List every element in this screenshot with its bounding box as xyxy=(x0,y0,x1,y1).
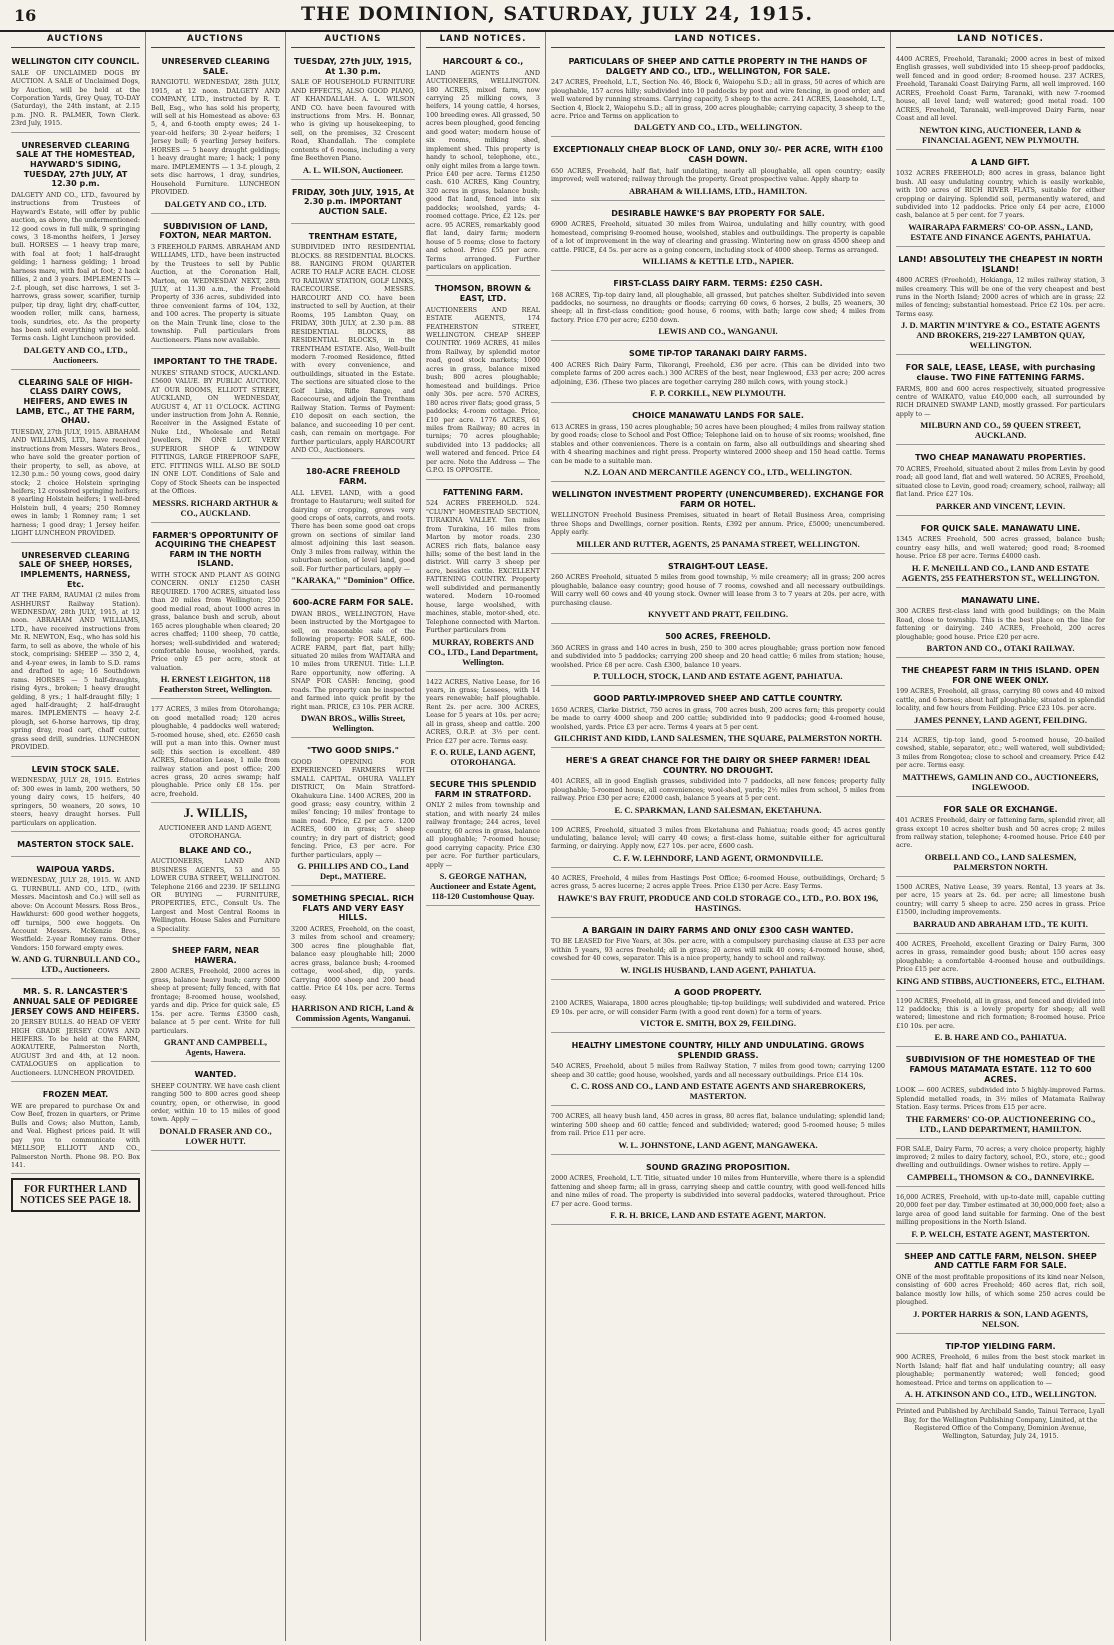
ad-heading: WAIPOUA YARDS. xyxy=(36,864,115,874)
advertisement xyxy=(426,775,540,906)
ad-body-text: NUKES' STRAND STOCK, AUCKLAND. £5600 VALUE. BY PUBLIC AUCTION, AT OUR ROOMS, ELLIOTT STREET, AUCKLAND, ON WEDNESDAY, AUGUST 4, AT 11 O'CLOCK. ACTING under instruction from John A. Rennie, Receiver in the Assigned Estate of Nuke Ltd., Wholesale and Retail Jewellers, IN ONE LOT. VERY SUPERIOR SHOP & WINDOW FITTINGS, LARGE FIREPROOF SAFE, ETC. FITTINGS WILL ALSO BE SOLD IN ONE LOT. Conditions of Sale and Copy of Stock Sheets can be inspected at the Offices. xyxy=(151,368,280,496)
advertisement xyxy=(426,483,540,672)
advertiser-name: DALGETY AND CO., LTD., WELLINGTON. xyxy=(634,122,802,133)
advertisement xyxy=(896,800,1105,877)
advertisement xyxy=(896,591,1105,658)
ad-heading: 180-ACRE FREEHOLD FARM. xyxy=(305,467,401,487)
advertisement xyxy=(551,406,885,482)
advertisement xyxy=(551,921,885,980)
ad-heading: A GOOD PROPERTY. xyxy=(674,987,762,997)
ad-body-text: AUCTIONEERS AND REAL ESTATE AGENTS, 174 FEATHERSTON STREET, WELLINGTON. CHEAP SHEEP COUNTRY. 1969 ACRES, 41 miles from Railway, by splendid motor road, good stock markets; 1000 acres in grass, balance mixed bush; 800 acres ploughable; homestead and buildings. Price only 30s. per acre. 570 ACRES, 180 acres river flats; good grass, 5 paddocks; 4-room cottage. Price, £10 per acre. 1776 ACRES, 61 miles from Railway; 80 acres in turnips; 70 acres ploughable; subdivided into 13 paddocks; all well watered and fenced. Price £4 per acre. Note the Address — The G.P.O. IS OPPOSITE. xyxy=(426,305,540,475)
ad-body-text: 20 JERSEY BULLS. 40 HEAD OF VERY HIGH GRADE JERSEY COWS AND HEIFERS. To be held at the FARM, AOKAUTERE, Palmerston North, AUGUST 3rd and 4th, at 12 noon. CATALOGUES on application to Auctioneers. LUNCHEON PROVIDED. xyxy=(11,1018,140,1077)
advertiser-name: WILLIAMS & KETTLE LTD., NAPIER. xyxy=(642,255,794,266)
advertiser-name: H. F. McNEILL AND CO., LAND AND ESTATE AGENTS, 255 FEATHERSTON ST., WELLINGTON. xyxy=(901,562,1100,583)
advertisement xyxy=(151,1065,280,1151)
ad-heading: HERE'S A GREAT CHANCE FOR THE DAIRY OR SHEEP FARMER! IDEAL COUNTRY. NO DROUGHT. xyxy=(565,756,871,775)
ad-heading: SECURE THIS SPLENDID FARM IN STRATFORD. xyxy=(429,780,537,799)
advertisement xyxy=(551,983,885,1034)
advertiser-name: JAMES PENNEY, LAND AGENT, FEILDING. xyxy=(913,714,1088,725)
ad-heading: MASTERTON STOCK SALE. xyxy=(17,840,134,850)
advertiser-name: WAIRARAPA FARMERS' CO-OP. ASSN., LAND, ESTATE AND FINANCE AGENTS, PAHIATUA. xyxy=(908,221,1093,242)
section-heading: AUCTIONS xyxy=(291,32,415,48)
ad-body-text: 1032 ACRES FREEHOLD; 800 acres in grass, balance light bush. All easy undulating country, which is easily workable, with 100 acres of RICH RIVER FLATS, suitable for either cropping or dairying. Splendid soil, permanently watered, and subdivided into 12 paddocks. Price only £4 per acre, £1000 cash, balance at 5 per cent. for 7 years. xyxy=(896,169,1105,220)
ad-heading: FOR QUICK SALE. MANAWATU LINE. xyxy=(920,523,1081,533)
advertiser-name: F. R. H. BRICE, LAND AND ESTATE AGENT, MARTON. xyxy=(610,1210,826,1221)
advertiser-name: DALGETY AND CO., LTD., Auctioneers. xyxy=(23,344,128,365)
ad-heading: FOR SALE, LEASE, LEASE, with purchasing clause. TWO FINE FATTENING FARMS. xyxy=(905,363,1096,382)
advertisement xyxy=(896,661,1105,730)
advertisement xyxy=(551,344,885,403)
see-page-notice: FOR FURTHER LAND NOTICES SEE PAGE 18. xyxy=(11,1178,140,1212)
advertisement xyxy=(11,546,140,757)
ad-heading: TRENTHAM ESTATE, xyxy=(308,231,398,241)
ad-heading: THOMSON, BROWN & EAST, LTD. xyxy=(434,284,532,304)
advertisement xyxy=(551,557,885,624)
ad-heading: STRAIGHT-OUT LEASE. xyxy=(668,561,768,571)
ad-heading: A BARGAIN IN DAIRY FARMS AND ONLY £300 CASH WANTED. xyxy=(582,925,854,935)
advertisement xyxy=(551,751,885,820)
ad-heading: FATTENING FARM. xyxy=(442,487,524,497)
ad-heading: CLEARING SALE OF HIGH-CLASS DAIRY COWS, HEIFERS, AND EWES IN LAMB, ETC., AT THE FARM, OHAU. xyxy=(16,377,135,426)
advertisement xyxy=(896,519,1105,588)
section-heading: LAND NOTICES. xyxy=(896,32,1105,48)
advertisement xyxy=(11,860,140,980)
ad-body-text: 6900 ACRES, Freehold, situated 30 miles from Wairoa, undulating and hilly country, with good homestead, comprising 9-roomed house, woolshed, stables and outbuildings. The property is capable of a lot of improvement in the way of clearing and grassing. Wintering now on grass 4500 sheep and cattle. PRICE, £4 5s. per acre as a going concern, including stock of 4000 sheep. Terms as arranged. xyxy=(551,220,885,254)
advertisement xyxy=(551,627,885,686)
advertisement xyxy=(896,1190,1105,1244)
advertisement xyxy=(551,52,885,137)
ad-body-text: 1500 ACRES, Native Lease, 39 years. Rental, 13 years at 3s. per acre, 15 years at 2s. 6d. per acre; all limestone bush country; will carry 5 sheep to acre. 250 acres in grass. Price £1500, including improvements. xyxy=(896,882,1105,917)
ad-body-text: 1345 ACRES Freehold, 500 acres grassed, balance bush; country easy hills, and well watered; good road; 8-roomed house. Price £8 per acre. Terms £4000 cash. xyxy=(896,535,1105,561)
ad-heading: SUBDIVISION OF THE HOMESTEAD OF THE FAMOUS MATAMATA ESTATE. 112 TO 600 ACRES. xyxy=(905,1055,1096,1084)
ad-heading: PARTICULARS OF SHEEP AND CATTLE PROPERTY IN THE HANDS OF DALGETY AND CO., LTD., WELLINGTON, FOR SALE. xyxy=(568,57,868,76)
ad-heading: MR. S. R. LANCASTER'S ANNUAL SALE OF PEDIGREE JERSEY COWS AND HEIFERS. xyxy=(11,987,140,1016)
ad-heading: FOR SALE OR EXCHANGE. xyxy=(943,804,1058,814)
advertiser-name: HAWKE'S BAY FRUIT, PRODUCE AND COLD STORAGE CO., LTD., P.O. BOX 196, HASTINGS. xyxy=(557,892,879,913)
ad-body-text: WEDNESDAY, JULY 28, 1915. Entries of: 300 ewes in lamb, 200 wethers, 50 young dairy cows, 15 heifers, 40 springers, 50 weaners, 20 sows, 10 steers, heavy draught horses. Full particulars on application. xyxy=(11,776,140,827)
advertisement xyxy=(896,448,1105,515)
ad-body-text: 214 ACRES, tip-top land, good 5-roomed house, 20-bailed cowshed, stable, separator, etc.; well watered, well subdivided; 3 miles from Rongotea; close to school and creamery. Price £42 per acre. Terms easy. xyxy=(896,735,1105,770)
agent-subtitle: AUCTIONEER AND LAND AGENT, OTOROHANGA. xyxy=(159,823,272,841)
ad-body-text: 177 ACRES, 3 miles from Otorohanga; on good metalled road; 120 acres ploughable, 4 paddocks well watered; 5-roomed house, shed, etc. £2650 cash will put a man into this. Owner must sell; this section is excellent. 489 ACRES, Education Lease, 1 mile from railway station and post office; 200 acres grass, 20 acres swamp; half ploughable. Price only £8 15s. per acre, freehold. xyxy=(151,705,280,798)
ad-body-text: ONLY 2 miles from township and station, and with nearly 24 miles railway frontage; 244 acres, level country, 60 acres in grass, balance all ploughable; 7-roomed house; good carrying capacity. Price £30 per acre. For further particulars, apply — xyxy=(426,801,540,869)
ad-heading: TIP-TOP YIELDING FARM. xyxy=(945,1341,1056,1351)
ad-heading: TWO CHEAP MANAWATU PROPERTIES. xyxy=(915,453,1086,463)
ad-heading: SHEEP AND CATTLE FARM, NELSON. SHEEP AND CATTLE FARM FOR SALE. xyxy=(904,1251,1097,1271)
advertisement xyxy=(551,1036,885,1106)
advertisement xyxy=(896,1142,1105,1187)
advertisement xyxy=(11,1085,140,1174)
ad-body-text: 613 ACRES in grass, 150 acres ploughable; 50 acres have been ploughed; 4 miles from railway station by good roads; close to School and Post Office; Telephone laid on to house of six rooms; woolshed, fine stables and other conveniences. There is a contain on farm, also all outbuildings and shearing shed with 4 shearing machines and right press. Property wintered 2000 sheep and 150 head cattle. Terms can be made to a suitable man. xyxy=(551,422,885,465)
ad-body-text: 650 ACRES, Freehold, half flat, half undulating, nearly all ploughable, all open country; easily improved; well watered; railway through the property. Great prospective value. Apply sharp to xyxy=(551,166,885,184)
advertiser-name: E. C. SPARKMAN, LAND SALESMAN, EKETAHUNA. xyxy=(614,804,822,815)
advertisement xyxy=(896,1050,1105,1138)
advertiser-name: BARTON AND CO., OTAKI RAILWAY. xyxy=(926,643,1075,654)
ad-heading: FRIDAY, 30th JULY, 1915, At 2.30 p.m. IMPORTANT AUCTION SALE. xyxy=(291,187,415,216)
advertiser-name: THE FARMERS' CO-OP. AUCTIONEERING CO., LTD., LAND DEPARTMENT, HAMILTON. xyxy=(905,1113,1096,1134)
ad-body-text: 199 ACRES, Freehold, all grass, carrying 80 cows and 40 mixed cattle, and 6 horses; about half ploughable; situated in splendid locality, and few hours from Feilding. Price £23 10s. per acre. xyxy=(896,687,1105,713)
advertiser-name: A. L. WILSON, Auctioneer. xyxy=(302,164,404,175)
ad-heading: HEALTHY LIMESTONE COUNTRY, HILLY AND UNDULATING. GROWS SPLENDID GRASS. xyxy=(571,1041,865,1060)
advertisement xyxy=(896,1247,1105,1334)
ad-body-text: 168 ACRES, Tip-top dairy land, all ploughable, all grassed, but patches shelter. Subdivided into seven paddocks, no sourness, no draughts or floods; carrying 60 cows, 6 horses, 2 bulls, 25 weaners, 30 sheep; all in first-class condition; good house, 6 rooms, with bath; large cow shed; 4 miles from factory. Price £70 per acre; £250 down. xyxy=(551,290,885,324)
advertisement xyxy=(551,274,885,341)
advertisement xyxy=(896,1337,1105,1404)
ad-body-text: SALE OF UNCLAIMED DOGS BY AUCTION. A SALE of Unclaimed Dogs, by Auction, will be held at the Corporation Yards, Grey Quay, TO-DAY (Saturday), the 24th instant, at 2.15 p.m. JNO. R. PALMER, Town Clerk. 23rd July, 1915. xyxy=(11,68,140,128)
section-heading: AUCTIONS xyxy=(11,32,140,48)
column-5 xyxy=(546,32,891,1641)
ad-body-text: SALE OF HOUSEHOLD FURNITURE AND EFFECTS, ALSO GOOD PIANO, AT KHANDALLAH. A. L. WILSON AND CO. have been favoured with instructions from Mrs. H. Bonnar, who is giving up housekeeping, to sell, on the premises, 32 Crescent Road, Khandallah. The complete contents of 6 rooms, including a very fine Beethoven Piano. xyxy=(291,78,415,163)
advertiser-name: ORBELL AND CO., LAND SALESMEN, PALMERSTON NORTH. xyxy=(924,851,1077,872)
ad-heading: THE CHEAPEST FARM IN THIS ISLAND. OPEN FOR ONE WEEK ONLY. xyxy=(901,666,1100,685)
column-3 xyxy=(286,32,421,1641)
ad-heading: SUBDIVISION OF LAND, FOXTON, NEAR MARTON. xyxy=(159,221,272,241)
ad-body-text: 401 ACRES, all in good English grasses, subdivided into 7 paddocks, all new fences; property fully ploughable; 5-roomed house, all conveniences; wool-shed, yards; 2½ miles from school, 5 miles from railway. Price £30 per acre; £2000 cash, balance 5 years at 5 per cent. xyxy=(551,777,885,803)
advertiser-name: DONALD FRASER AND CO., LOWER HUTT. xyxy=(159,1125,272,1146)
advertiser-name: DALGETY AND CO., LTD. xyxy=(164,198,267,209)
ad-heading: LAND! ABSOLUTELY THE CHEAPEST IN NORTH ISLAND! xyxy=(898,254,1103,274)
ad-body-text: WITH STOCK AND PLANT AS GOING CONCERN. ONLY £1250 CASH REQUIRED. 1700 ACRES, situated less than 20 miles from Wellington; 250 good medial road, about 1000 acres in grass, balance bush and scrub, about 165 acres ploughable when cleared; 20 acres chaffed; 1100 sheep, 70 cattle, horses; well-subdivided and watered; comfortable house, woolshed, yards. Price only £5 per acre, stock at valuation. xyxy=(151,570,280,672)
advertisement xyxy=(291,52,415,180)
ad-heading: TUESDAY, 27th JULY, 1915, At 1.30 p.m. xyxy=(294,57,412,76)
advertiser-name: GRANT AND CAMPBELL, Agents, Hawera. xyxy=(163,1037,268,1058)
ad-heading: DESIRABLE HAWKE'S BAY PROPERTY FOR SALE. xyxy=(611,208,825,218)
ad-heading: 500 ACRES, FREEHOLD. xyxy=(665,632,771,642)
column-1 xyxy=(6,32,146,1641)
ad-body-text: ALL LEVEL LAND, with a good frontage to Hautaruru; well suited for dairying or cropping, grows very good crops of oats, carrots, and roots. There has been some good oat crops grown on sections of similar land almost adjoining this last season. Only 3 miles from railway, within the suburban section, of level land, good soil. For further particulars, apply — xyxy=(291,488,415,573)
advertiser-name: F. P. WELCH, ESTATE AGENT, MASTERTON. xyxy=(911,1228,1090,1239)
ad-body-text: WE are prepared to purchase Ox and Cow Beef, frozen in quarters, or Prime Bulls and Cows; also Mutton, Lamb, and Veal. Highest prices paid. It will pay you to communicate with MELLSOP, ELLIOTT AND CO., Palmerston North. Phone 98. P.O. Box 141. xyxy=(11,1101,140,1170)
advertisement xyxy=(896,52,1105,150)
newspaper-title: THE DOMINION, SATURDAY, JULY 24, 1915. xyxy=(301,3,813,25)
advertiser-name: N.Z. LOAN AND MERCANTILE AGENCY CO., LTD., WELLINGTON. xyxy=(584,467,852,478)
advertiser-name: C. F. W. LEHNDORF, LAND AGENT, ORMONDVILLE. xyxy=(612,852,824,863)
advertisement xyxy=(291,227,415,460)
ad-body-text: FARMS, 800 and 600 acres respectively, situated progressive centre of WAIKATO, value £40,000 each, all surrounded by RICH DRAINED SWAMP LAND, mostly grassed. For particulars apply to — xyxy=(896,384,1105,418)
advertisement xyxy=(426,52,540,276)
advertiser-name: C. C. ROSS AND CO., LAND AND ESTATE AGENTS AND SHAREBROKERS, MASTERTON. xyxy=(570,1081,866,1102)
advertiser-name: VICTOR E. SMITH, BOX 29, FEILDING. xyxy=(640,1018,796,1029)
ad-heading: CHOICE MANAWATU LANDS FOR SALE. xyxy=(632,411,804,421)
ad-body-text: 300 ACRES first-class land with good buildings; on the Main Road, close to township. This is the best place on the line for fattening or dairying. 240 ACRES, Freehold, 200 acres ploughable; good house. Price £20 per acre. xyxy=(896,607,1105,641)
advertiser-name: MESSRS. RICHARD ARTHUR & CO., AUCKLAND. xyxy=(152,497,279,518)
advertisement xyxy=(426,675,540,773)
advertiser-name: MILBURN AND CO., 59 QUEEN STREET, AUCKLAND. xyxy=(920,420,1081,441)
ad-heading: 600-ACRE FARM FOR SALE. xyxy=(292,598,414,608)
ad-body-text: AUCTIONEERS, LAND AND BUSINESS AGENTS, 53 and 55 LOWER CUBA STREET, WELLINGTON. Telephone 2166 and 2239. IF SELLING OR BUYING — FURNITURE, PROPERTIES, ETC., Consult Us. The Largest and Most Central Rooms in Wellington. House Sales and Furniture a Speciality. xyxy=(151,857,281,933)
ad-body-text: 700 ACRES, all heavy bush land, 450 acres in grass, 80 acres flat, balance undulating; splendid land; wintering 500 sheep and 60 cattle; fenced and subdivided; watered; good 5-roomed house; 5 miles from rail. Price £11 per acre. xyxy=(551,1112,885,1138)
advertisement xyxy=(896,358,1105,445)
ad-body-text: LOOK — 600 ACRES, subdivided into 5 highly-improved Farms. Splendid metalled roads, in 3½ miles of Matamata Railway Station. Easy terms. Prices from £15 per acre. xyxy=(896,1086,1105,1112)
ad-heading: MANAWATU LINE. xyxy=(961,595,1040,605)
advertiser-name: "KARAKA," "Dominion" Office. xyxy=(291,575,415,586)
ad-body-text: TUESDAY, 27th JULY, 1915. ABRAHAM AND WILLIAMS, LTD., have received instructions from Messrs. Waters Bros., who have sold the greater portion of their property, to sell, as above, at 12.30 p.m.: 50 young cows, good dairy stock; 2 choice Holstein springing heifers; 12 crossbred springing heifers; 8 yearling Holstein heifers; 1 well-bred Holstein bull, 4 years; 250 Romney ewes in lamb; 1 Romney ram; 1 set harness; 1 good dray; 1 Jersey heifer. LIGHT LUNCHEON PROVIDED. xyxy=(11,427,140,538)
ad-heading: SOME TIP-TOP TARANAKI DAIRY FARMS. xyxy=(629,349,807,359)
advertisement xyxy=(291,183,415,224)
section-heading: LAND NOTICES. xyxy=(426,32,540,48)
advertisement xyxy=(11,835,140,857)
advertiser-name: KNYVETT AND PRATT, FEILDING. xyxy=(647,609,789,620)
advertiser-name: H. ERNEST LEIGHTON, 118 Featherston Street, Wellington. xyxy=(158,674,272,695)
ad-body-text: 1650 ACRES, Clarke District, 750 acres in grass, 700 acres bush, 200 acres fern; this property could be made to carry 4000 sheep and 200 cattle; subdivided into 9 paddocks; good 4-roomed house, woolshed, yards. Price £3 per acre. Terms 4 years at 5 per cent. xyxy=(551,705,885,731)
ad-heading: WANTED. xyxy=(194,1070,237,1080)
advertisement xyxy=(151,941,280,1062)
ad-heading: FROZEN MEAT. xyxy=(42,1090,109,1100)
ad-heading: IMPORTANT TO THE TRADE. xyxy=(153,357,278,367)
section-heading: LAND NOTICES. xyxy=(551,32,885,48)
ad-heading: WELLINGTON CITY COUNCIL. xyxy=(11,57,140,66)
ad-body-text: 3 FREEHOLD FARMS. ABRAHAM AND WILLIAMS, LTD., have been instructed by the Trustees to sell by Public Auction, at the Coronation Hall, Marton, on WEDNESDAY NEXT, 28th JULY, at 11.30 a.m., the Freehold Property of 336 acres, subdivided into three convenient farms of 104, 132, and 100 acres. The property is situate on the Main Trunk line, close to the township. Full particulars from Auctioneers. Plans now available. xyxy=(151,242,280,344)
advertisement xyxy=(896,937,1105,991)
advertiser-name: LEWIS AND CO., WANGANUI. xyxy=(658,326,778,337)
advertiser-name: MURRAY, ROBERTS AND CO., LTD., Land Department, Wellington. xyxy=(428,636,538,667)
advertiser-name: J. PORTER HARRIS & SON, LAND AGENTS, NELSON. xyxy=(913,1308,1088,1329)
advertiser-name: W. AND G. TURNBULL AND CO., LTD., Auctioneers. xyxy=(11,954,140,975)
agent-name-large: J. WILLIS, xyxy=(183,805,248,821)
ad-body-text: WELLINGTON Freehold Business Premises, situated in heart of Retail Business Area, comprising three Shops and Dwellings, corner position. Rents, £392 per annum. Price, £5000; unencumbered. Apply early. xyxy=(551,511,885,537)
ad-body-text: 247 ACRES, Freehold, L.T., Section No. 46, Block 6, Waiopehu S.D.; all in grass, 50 acres of which are ploughable, 157 acres hilly; subdivided into 10 paddocks by post and wire fencing, in good order, and well watered by running streams. Carrying capacity, 5 sheep to the acre. 241 ACRES, Leasehold, L.T., Section 4, Block 2, Waiopehu S.D.; all in grass, 200 acres ploughable; carrying capacity, 3 sheep to the acre. Price and Terms on application to xyxy=(551,78,885,120)
advertisement xyxy=(551,871,885,918)
ad-heading: FIRST-CLASS DAIRY FARM. TERMS: £250 CASH. xyxy=(613,278,823,288)
advertiser-name: MATTHEWS, GAMLIN AND CO., AUCTIONEERS, INGLEWOOD. xyxy=(902,771,1099,792)
advertiser-name: MILLER AND RUTTER, AGENTS, 25 PANAMA STREET, WELLINGTON. xyxy=(576,538,860,549)
advertiser-name: F. O. RULE, LAND AGENT, OTOROHANGA. xyxy=(430,747,536,768)
advertisement xyxy=(896,250,1105,355)
advertiser-name: BARRAUD AND ABRAHAM LTD., TE KUITI. xyxy=(913,918,1088,929)
ad-body-text: 3200 ACRES, Freehold, on the coast, 3 miles from school and creamery; 300 acres fine ploughable flat, balance easy ploughable hill; 2000 acres grass, balance bush; 4-roomed cottage, wool-shed, dip, yards. Carrying 4000 sheep and 200 head cattle. Price £4 10s. per acre. Terms easy. xyxy=(291,924,415,1001)
ad-body-text: 4800 ACRES (Freehold), Hokianga, 12 miles railway station, 3 miles creamery. This will be one of the very cheapest and best runs in the North Island; 2000 acres of which are in grass; 22 miles of fencing; substantial homestead. Price £2 10s. per acre. Terms easy. xyxy=(896,276,1105,318)
advertisement xyxy=(551,204,885,271)
advertisement xyxy=(151,217,280,350)
advertiser-name: G. PHILLIPS AND CO., Land Dept., MATIERE. xyxy=(297,861,409,882)
ad-body-text: 524 ACRES FREEHOLD. 524. "CLUNY" HOMESTEAD SECTION, TURAKINA VALLEY. Ten miles from Turakina, 16 miles from Marton by motor roads. 230 ACRES rich flats, balance easy hills; some of the best land in the district. Will carry 3 sheep per acre, besides cattle. EXCELLENT FATTENING COUNTRY. Property well subdivided and permanently watered. Modern 10-roomed house, large woolshed, with machines, stable, motor-shed, etc. Telephone connected with Marton. Further particulars from xyxy=(426,499,540,635)
advertisement xyxy=(11,373,140,543)
ad-body-text: 400 ACRES, Freehold, excellent Grazing or Dairy Farm, 300 acres in grass, remainder good bush; about 150 acres easy ploughable; a comfortable 4-roomed house and outbuildings. Price £15 per acre. xyxy=(896,939,1105,974)
advertisement xyxy=(551,140,885,200)
advertisement xyxy=(151,841,280,939)
ad-body-text: SHEEP COUNTRY. WE have cash client ranging 500 to 800 acres good sheep country, open, or otherwise, in good order, within 10 to 15 miles of good town. Apply — xyxy=(151,1081,280,1124)
ad-heading: EXCEPTIONALLY CHEAP BLOCK OF LAND, ONLY 30/- PER ACRE, WITH £100 CASH DOWN. xyxy=(552,145,883,165)
advertisement xyxy=(551,1109,885,1154)
advertisement xyxy=(896,880,1105,934)
advertisement xyxy=(11,760,140,832)
advertisement xyxy=(11,136,140,370)
advertisement xyxy=(151,702,280,803)
advertisement xyxy=(291,741,415,886)
advertisement xyxy=(151,52,280,214)
ad-body-text: ONE of the most profitable propositions of its kind near Nelson, consisting of 600 acres Freehold; 460 acres flat, rich soil, balance mostly low hills, of which some 250 acres could be ploughed. xyxy=(896,1272,1105,1307)
section-heading: AUCTIONS xyxy=(151,32,280,48)
advertisement xyxy=(551,823,885,868)
advertisement xyxy=(551,1158,885,1225)
ad-body-text: 16,000 ACRES, Freehold, with up-to-date mill, capable cutting 20,000 feet per day. Timber estimated at 30,000,000 feet; also a large area of good land suitable for farming. One of the best milling propositions in the North Island. xyxy=(896,1192,1105,1227)
advertisement xyxy=(551,485,885,554)
advertisement xyxy=(896,994,1105,1048)
advertiser-name: DWAN BROS., Willis Street, Wellington. xyxy=(300,713,406,734)
advertiser-name: NEWTON KING, AUCTIONEER, LAND & FINANCIAL AGENT, NEW PLYMOUTH. xyxy=(919,124,1082,145)
ad-body-text: 109 ACRES, Freehold, situated 3 miles from Eketahuna and Pahiatua; roads good; 45 acres gently undulating, balance level; will carry 40 cows; a first-class home, suitable either for agricultural farming, or dairying. Apply now, £27 10s. per acre, £600 cash. xyxy=(551,825,885,851)
advertisement xyxy=(551,689,885,748)
column-6 xyxy=(891,32,1110,1641)
ad-body-text: 2800 ACRES, Freehold, 2000 acres in grass, balance heavy bush; carry 5000 sheep at present; fully fenced, with flat frontage; 8-roomed house, woolshed, yards and dip. Price for quick sale, £5 15s. per acre. Terms £3500 cash, balance at 5 per cent. Write for full particulars. xyxy=(151,967,280,1035)
ad-body-text: DWAN BROS., WELLINGTON, Have been instructed by the Mortgagee to sell, on reasonable sale of the following property: FOR SALE, 600-ACRE FARM, part flat, part hilly; situated 20 miles from WAITARA and 10 miles from URENUI. Title: L.I.P. Rare opportunity, now offering. A SNAP FOR CASH: fencing, good roads. The property can be inspected and farmed into quick profit by the right man. PRICE, £3 10s. PER ACRE. xyxy=(291,609,415,711)
ad-body-text: AT THE FARM, RAUMAI (2 miles from ASHHURST Railway Station). WEDNESDAY, 28th JULY, 1915, at 12 noon. ABRAHAM AND WILLIAMS, LTD., have received instructions from Mr. R. NEWTON, Esq., who has sold his farm, to sell as above, the whole of his stock, comprising: SHEEP — 350 2, 4, and 4-year ewes, in lamb to S.D. rams and drafted to age; 16 Southdown rams. HORSES — 5 half-draughts, rising 4yrs., broken; 1 heavy draught gelding, 8 yrs.; 1 half-draught filly; 1 aged half-draught; 2 half-draught mares. IMPLEMENTS — heavy 2-f. plough, set 6-horse harrows, tip dray, spring dray, road cart, chaff cutter, grass seed drill, sundries. LUNCHEON PROVIDED. xyxy=(11,591,140,752)
ad-body-text: 401 ACRES Freehold, dairy or fattening farm, splendid river, all grass except 10 acres shelter bush and 50 acres crop; 2 miles from railway station, telephone; 4-roomed house. Price £40 per acre. xyxy=(896,816,1105,850)
ad-body-text: 900 ACRES, Freehold, 6 miles from the best stock market in North Island; half flat and half undulating country; all easy ploughable; permanently watered; well fenced; good homestead. Price and terms on application to — xyxy=(896,1353,1105,1387)
ad-heading: SOMETHING SPECIAL. RICH FLATS AND VERY EASY HILLS. xyxy=(292,894,414,923)
advertiser-name: P. TULLOCH, STOCK, LAND AND ESTATE AGENT, PAHIATUA. xyxy=(593,671,843,682)
advertisement xyxy=(151,526,280,700)
advertiser-name: E. B. HARE AND CO., PAHIATUA. xyxy=(934,1032,1067,1043)
advertisement xyxy=(291,889,415,1028)
ad-body-text: 2100 ACRES, Waiarapa, 1800 acres ploughable; tip-top buildings; well subdivided and watered. Price £9 10s. per acre, or will consider Farm (with a good rent down) for a term of years. xyxy=(551,999,885,1016)
ad-body-text: 360 ACRES in grass and 140 acres in bush, 250 to 300 acres ploughable; grass portion now fenced and subdivided into 5 paddocks; carrying 200 sheep and 20 head cattle; 6 miles from station; house, woolshed. Price £8 per acre. Cash £300, balance 10 years. xyxy=(551,643,885,669)
advertisement xyxy=(11,982,140,1082)
ad-body-text: 260 ACRES Freehold, situated 5 miles from good township, ½ mile creamery; all in grass; 200 acres ploughable, balance easy country; good house of 7 rooms, cowshed and all necessary outbuildings. Will carry well 60 cows and 40 young stock. Owner will lease from 3 to 7 years at 20s. per acre, with purchasing clause. xyxy=(551,573,885,607)
advertiser-name: W. INGLIS HUSBAND, LAND AGENT, PAHIATUA. xyxy=(620,964,816,975)
ad-heading: "TWO GOOD SNIPS." xyxy=(307,746,399,756)
column-4 xyxy=(421,32,546,1641)
ad-heading: UNRESERVED CLEARING SALE OF SHEEP, HORSES, IMPLEMENTS, HARNESS, Etc. xyxy=(18,550,133,589)
page-number: 16 xyxy=(14,6,37,25)
ad-heading: WELLINGTON INVESTMENT PROPERTY (UNENCUMBERED). EXCHANGE FOR FARM OR HOTEL. xyxy=(552,490,884,509)
advertiser-name: A. H. ATKINSON AND CO., LTD., WELLINGTON. xyxy=(904,1389,1097,1400)
ad-body-text: WEDNESDAY, JULY 28, 1915. W. AND G. TURNBULL AND CO., LTD., (with Messrs. Macintosh and Co.) will sell as above: On Account Messrs. Ross Bros., Hawkhurst: 600 good wether hoggets, off turnips, 500 ewe hoggets. On Account Messrs. McKenzie Bros., Westfield: 2-year Romney rams. Other Vendors: 150 forward empty ewes. xyxy=(11,876,140,952)
ad-body-text: GOOD OPENING FOR EXPERIENCED FARMERS WITH SMALL CAPITAL. OHURA VALLEY DISTRICT, On Main Stratford-Okahukura Line. 1400 ACRES, 200 in good grass; easy country, within 2 miles' fencing; 10 miles' frontage to main road. Price, £2 per acre. 1200 ACRES, 600 in grass; 5 sheep country; in dry part of district; good fencing. Price, £3 per acre. For further particulars, apply — xyxy=(291,757,415,859)
ad-heading: UNRESERVED CLEARING SALE. xyxy=(161,57,270,76)
advertisement xyxy=(151,352,280,522)
ad-body-text: DALGETY AND CO., LTD., favoured by instructions from Trustees of Hayward's Estate, will offer by public auction, as above, the undermentioned: 12 good cows in full milk, 9 springing cows, 3 18-months heifers, 1 Jersey bull. HORSES — 1 heavy trap mare, with foal at foot; 1 half-draught gelding; 1 harness gelding; 1 broad harness mare, with foal at foot; 2 hack fillies, 2 and 3 years. IMPLEMENTS — 2-f. plough, set disc harrows, 1 set 3-harrows, grass sower, scarifier, turnip pulper, tip dray, light dry, chaff-cutter, wooden roller, milk cans, harness, tools, sundries, etc. As the property has been sold everything will be sold. Terms cash. Light Luncheon provided. xyxy=(11,190,140,343)
ad-body-text: 70 ACRES, Freehold, situated about 2 miles from Levin by good road; all good land, flat and well watered. 50 ACRES, Freehold, situated close to Levin, good road; creamery, school, railway; all flat land. Price £27 10s. xyxy=(896,464,1105,499)
advertisement xyxy=(291,593,415,738)
ad-heading: LEVIN STOCK SALE. xyxy=(31,764,120,774)
ad-body-text: SUBDIVIDED INTO RESIDENTIAL BLOCKS. 88 RESIDENTIAL BLOCKS. 88. RANGING FROM QUARTER ACRE TO HALF ACRE EACH. CLOSE TO RAILWAY STATION, GOLF LINKS, RACECOURSE. MESSRS. HARCOURT AND CO. have been instructed to sell by Auction, at their Rooms, 195 Lambton Quay, on FRIDAY, 30th JULY, at 2.30 p.m. 88 RESIDENTIAL BLOCKS, 88 RESIDENTIAL BLOCKS, in the TRENTHAM ESTATE. Also, Well-built modern 7-roomed Residence, fitted with every convenience, and outbuildings, situated in the Estate. The sections are situated close to the Golf Links, Rifle Range, and Racecourse, and adjoin the Trentham Railway Station. Terms of Payment: £10 deposit on each section, the balance, and succeeding 10 per cent. cash, can remain on mortgage. For further particulars, apply HARCOURT AND CO., Auctioneers. xyxy=(291,243,415,454)
printer-imprint: Printed and Published by Archibald Sando, Tainui Terrace, Lyall Bay, for the Wellington Publishing Company, Limited, at the Registered Office of the Company, Dominion Avenue, Wellington, Saturday, July 24, 1915. xyxy=(896,1407,1105,1441)
ad-body-text: 1422 ACRES, Native Lease, for 16 years, in grass; Lessees, with 14 years renewable; half ploughable. Rent 2s. per acre. 300 ACRES, Lease for 5 years at 10s. per acre; all in grass, sheep and cattle. 200 ACRES, O.R.P. at 3½ per cent. Price £27 per acre. Terms easy. xyxy=(426,677,540,745)
ad-heading: BLAKE AND CO., xyxy=(179,845,252,855)
advertiser-name: KING AND STIBBS, AUCTIONEERS, ETC., ELTHAM. xyxy=(896,975,1105,986)
advertisement xyxy=(291,462,415,590)
ad-body-text: RANGIOTU. WEDNESDAY, 28th JULY, 1915, at 12 noon. DALGETY AND COMPANY, LTD., instructed by R. T. Bell, Esq., who has sold his property, will sell at his Homestead as above: 63 5, 4, and 6-tooth empty ewes; 24 1-year-old heifers; 30 2-year heifers; 1 Jersey bull; 6 yearling Jersey heifers. HORSES — 5 heavy draught geldings; 1 heavy draught mare; 1 hack; 1 pony mare. IMPLEMENTS — 1 3-f. plough, 2 sets disc harrows, 1 dray, sundries, Household Furniture. LUNCHEON PROVIDED. xyxy=(151,78,280,197)
ad-body-text: 40 ACRES, Freehold, 4 miles from Hastings Post Office; 6-roomed House, outbuildings, Orchard; 5 acres grass, 5 acres lucerne; 2 acres apple Trees. Price £130 per Acre. Easy Terms. xyxy=(551,873,885,891)
ad-body-text: 1190 ACRES, Freehold, all in grass, and fenced and divided into 12 paddocks; this is a lovely property for sheep; all well watered; limestone and rich formation; 8-roomed house. Price £10 10s. per acre. xyxy=(896,996,1105,1030)
ad-body-text: 540 ACRES, Freehold, about 5 miles from Railway Station, 7 miles from good town; carrying 1200 sheep and 30 cattle; good house, woolshed, yards and all necessary outbuildings. Price £14 10s. xyxy=(551,1062,885,1079)
advertiser-name: W. L. JOHNSTONE, LAND AGENT, MANGAWEKA. xyxy=(618,1139,818,1150)
advertiser-name: GILCHRIST AND KIDD, LAND SALESMEN, THE SQUARE, PALMERSTON NORTH. xyxy=(554,733,882,744)
columns xyxy=(6,32,1110,1641)
ad-body-text: FOR SALE, Dairy Farm, 70 acres; a very choice property, highly improved; 2 miles to dairy factory, school, P.O., store, etc.; good dwelling and outbuildings. Owner wishes to retire. Apply — xyxy=(896,1144,1105,1170)
ad-heading: HARCOURT & CO., xyxy=(442,57,524,66)
advertiser-name: J. D. MARTIN M'INTYRE & CO., ESTATE AGENTS AND BROKERS, 219-227 LAMBTON QUAY, WELLINGTON. xyxy=(901,320,1100,351)
masthead xyxy=(0,0,1114,32)
ad-body-text: 400 ACRES Rich Dairy Farm, Tikorangi, Freehold, £36 per acre. (This can be divided into two complete farms of 200 acres each.) 300 ACRES of the best, near Inglewood, £33 per acre; 200 acres adjoining, £36. (These two places are together carrying 280 milch cows, with young stock.) xyxy=(551,360,885,386)
ad-heading: SOUND GRAZING PROPOSITION. xyxy=(645,1162,791,1172)
ad-heading: FARMER'S OPPORTUNITY OF ACQUIRING THE CHEAPEST FARM IN THE NORTH ISLAND. xyxy=(152,530,279,569)
column-2 xyxy=(146,32,286,1641)
advertiser-name: ABRAHAM & WILLIAMS, LTD., HAMILTON. xyxy=(628,185,808,196)
ad-heading: GOOD PARTLY-IMPROVED SHEEP AND CATTLE COUNTRY. xyxy=(593,694,843,704)
advertiser-name: F. P. CORKILL, NEW PLYMOUTH. xyxy=(650,388,786,399)
ad-heading: UNRESERVED CLEARING SALE AT THE HOMESTEAD, HAYWARD'S SIDING, TUESDAY, 27th JULY, AT 12.30 p.m. xyxy=(16,140,135,189)
advertiser-name: CAMPBELL, THOMSON & CO., DANNEVIRKE. xyxy=(906,1171,1095,1182)
ad-body-text: LAND AGENTS AND AUCTIONEERS, WELLINGTON. 180 ACRES, mixed farm, now carrying 25 milking cows, 3 heifers, 14 young cattle, 4 horses, 100 breeding ewes. All grassed, 50 acres been ploughed, good fencing and good water; modern house of six rooms, milking shed, implement shed. This property is handy to school, telephone, etc., only eight miles from a large town. Price £40 per acre. Terms £1250 cash. 610 ACRES, King Country, 320 acres in grass, balance bush; good flat land, fenced into six paddocks; woolshed, yards; 4-roomed cottage. Price, £2 12s. per acre. 95 ACRES, remarkably good flat land, dairy farm; modern house of 5 rooms; close to factory and school. Price £55 per acre. Terms arranged. Further particulars on application. xyxy=(426,68,541,272)
ad-body-text: TO BE LEASED for Five Years, at 30s. per acre, with a compulsory purchasing clause at £33 per acre within 5 years, 93 acres freehold; all in grass; 20 acres will milk 40 cows; 4-roomed house, shed, cowshed for 40 cows, separator. This is a nice property, handy to school and railway. xyxy=(551,937,885,963)
advertisement xyxy=(896,733,1105,797)
ad-heading: A LAND GIFT. xyxy=(971,157,1030,167)
ad-body-text: 4400 ACRES, Freehold, Taranaki; 2000 acres in best of mixed English grasses, well subdivided into 15 sheep-proof paddocks, well fenced and in good order; 8-roomed house. 237 ACRES, Freehold, Taranaki Coast Dairying Farm, all well improved. 160 ACRES, Freehold Coast Farm, Taranaki, with new 7-roomed house, all level land; well watered; good metal road. 100 ACRES, Freehold, Taranaki, well-improved Dairy Farm, near Coast and all level. xyxy=(896,55,1105,123)
advertiser-name: PARKER AND VINCENT, LEVIN. xyxy=(935,500,1066,511)
ad-heading: SHEEP FARM, NEAR HAWERA. xyxy=(171,946,260,965)
advertisement xyxy=(896,153,1105,247)
advertisement xyxy=(426,279,540,479)
advertiser-name: S. GEORGE NATHAN, Auctioneer and Estate Agent, 118-120 Customhouse Quay. xyxy=(429,871,537,901)
advertisement xyxy=(11,52,140,133)
advertiser-name: HARRISON AND RICH, Land & Commission Agents, Wanganui. xyxy=(291,1003,415,1024)
ad-body-text: 2000 ACRES, Freehold, L.T. Title, situated under 10 miles from Hunterville, where there is a splendid fattening and sheep farm; all in grass, carrying sheep and cattle country, with good well-fenced hills and nine miles of road. The property is subdivided into several paddocks, watered throughout. Price £7 per acre. Good terms. xyxy=(551,1174,885,1208)
